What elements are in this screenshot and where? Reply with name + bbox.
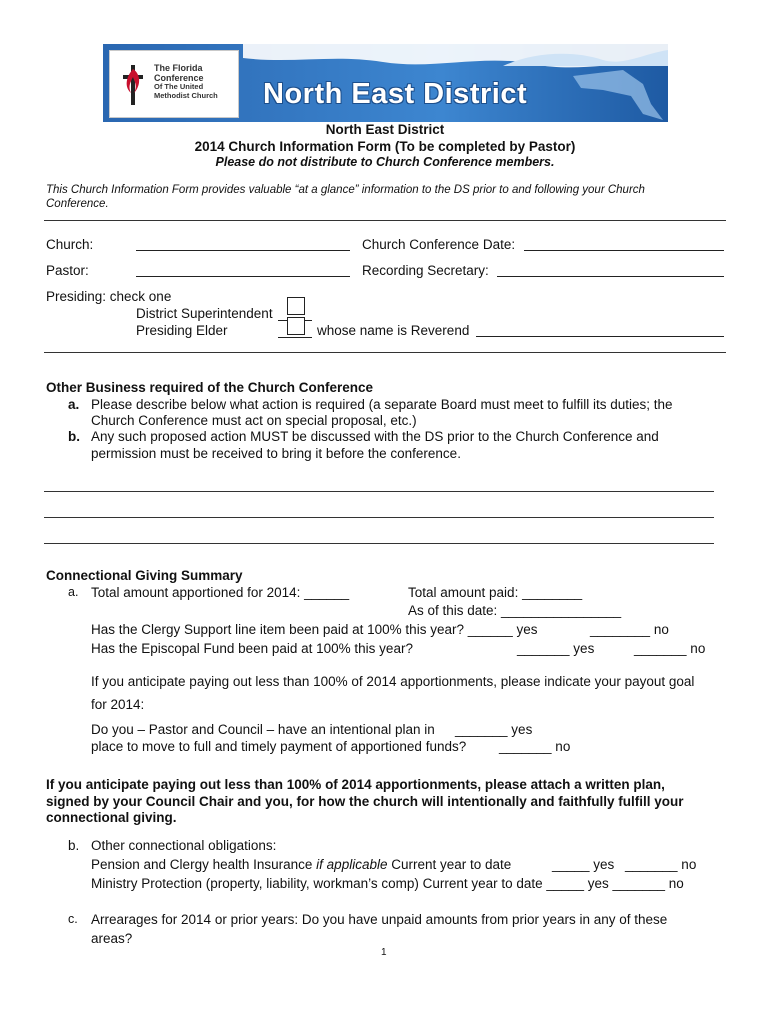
arrearages-c-marker: c. [68, 912, 78, 926]
pension-yes: _____ yes [552, 857, 615, 872]
district-superintendent-checkbox[interactable] [287, 297, 305, 315]
item-b-line-2: permission must be received to bring it before the conference. [91, 446, 461, 461]
presiding-option-ds: District Superintendent [136, 306, 273, 321]
item-a-line-1: Please describe below what action is required (a separate Board must meet to fulfill its duties; the [91, 397, 673, 412]
intro-line-2: Conference. [46, 198, 109, 210]
logo-text: The Florida Conference Of The United Methodist Church [154, 63, 218, 100]
district-title: North East District [325, 122, 445, 137]
church-conference-date-label: Church Conference Date: [362, 237, 516, 252]
intentional-plan-no: _______ no [499, 739, 571, 754]
item-b-marker: b. [68, 429, 80, 444]
other-obligations-heading: Other connectional obligations: [91, 838, 277, 853]
reverend-name-field[interactable] [476, 324, 724, 337]
header-banner [103, 44, 668, 122]
clergy-support-no: ________ no [590, 622, 669, 637]
total-apportioned: Total amount apportioned for 2014: ______ [91, 585, 350, 600]
cross-and-flame-icon [120, 63, 146, 107]
presiding-option-elder: Presiding Elder [136, 323, 228, 338]
as-of-date: As of this date: ________________ [408, 603, 622, 618]
pension-line [91, 857, 511, 872]
written-plan-notice-2: signed by your Council Chair and you, for how the church will intentionally and faithfully fulfill your [46, 794, 684, 809]
obligations-b-marker: b. [68, 838, 80, 853]
arrearages-line-1: Arrearages for 2014 or prior years: Do you have unpaid amounts from prior years in any of these [91, 912, 668, 927]
payout-goal-line-1: If you anticipate paying out less than 100% of 2014 apportionments, please indicate your payout goal [91, 674, 695, 689]
form-title: 2014 Church Information Form (To be completed by Pastor) [194, 139, 576, 154]
conference-logo [109, 50, 239, 118]
divider-middle [44, 352, 726, 353]
page-number: 1 [381, 947, 387, 958]
pension-suffix: Current year to date [391, 857, 512, 872]
arrearages-line-2: areas? [91, 931, 133, 946]
total-paid: Total amount paid: ________ [408, 585, 583, 600]
giving-a-marker: a. [68, 585, 79, 599]
pension-if-applicable: if applicable [316, 857, 388, 872]
intentional-plan-line-1: Do you – Pastor and Council – have an intentional plan in [91, 722, 435, 737]
episcopal-fund-question: Has the Episcopal Fund been paid at 100% this year? [91, 641, 413, 656]
response-line-3[interactable] [44, 543, 714, 544]
episcopal-fund-no: _______ no [634, 641, 706, 656]
pension-no: _______ no [625, 857, 697, 872]
item-a-line-2: Church Conference must act on special proposal, etc.) [91, 413, 417, 428]
other-business-heading: Other Business required of the Church Conference [46, 380, 374, 395]
connectional-giving-heading: Connectional Giving Summary [46, 568, 243, 583]
church-label: Church: [46, 237, 94, 252]
presiding-elder-checkbox[interactable] [287, 317, 305, 335]
pension-prefix: Pension and Clergy health Insurance [91, 857, 313, 872]
item-b-line-1: Any such proposed action MUST be discussed with the DS prior to the Church Conference and [91, 429, 659, 444]
reverend-label: whose name is Reverend [317, 323, 470, 338]
pastor-label: Pastor: [46, 263, 89, 278]
recording-secretary-label: Recording Secretary: [362, 263, 489, 278]
item-a-marker: a. [68, 397, 80, 412]
recording-secretary-field[interactable] [497, 264, 724, 277]
response-line-1[interactable] [44, 491, 714, 492]
episcopal-fund-yes: _______ yes [517, 641, 595, 656]
intro-line-1: This Church Information Form provides valuable “at a glance” information to the DS prior to and following your Church [46, 184, 645, 196]
church-field[interactable] [136, 238, 350, 251]
response-line-2[interactable] [44, 517, 714, 518]
divider-top [44, 220, 726, 221]
pastor-field[interactable] [136, 264, 350, 277]
intentional-plan-yes: _______ yes [455, 722, 533, 737]
written-plan-notice-1: If you anticipate paying out less than 100% of 2014 apportionments, please attach a written plan, [46, 777, 665, 792]
intentional-plan-line-2: place to move to full and timely payment of apportioned funds? [91, 739, 467, 754]
church-conference-date-field[interactable] [524, 238, 724, 251]
written-plan-notice-3: connectional giving. [46, 810, 177, 825]
presiding-label: Presiding: check one [46, 289, 172, 304]
payout-goal-line-2: for 2014: [91, 697, 145, 712]
banner-title: North East District [263, 78, 528, 110]
distribution-notice: Please do not distribute to Church Conference members. [215, 155, 555, 169]
clergy-support-question: Has the Clergy Support line item been paid at 100% this year? ______ yes [91, 622, 538, 637]
ministry-protection-line: Ministry Protection (property, liability, workman’s comp) Current year to date _____ yes _______ no [91, 876, 684, 891]
